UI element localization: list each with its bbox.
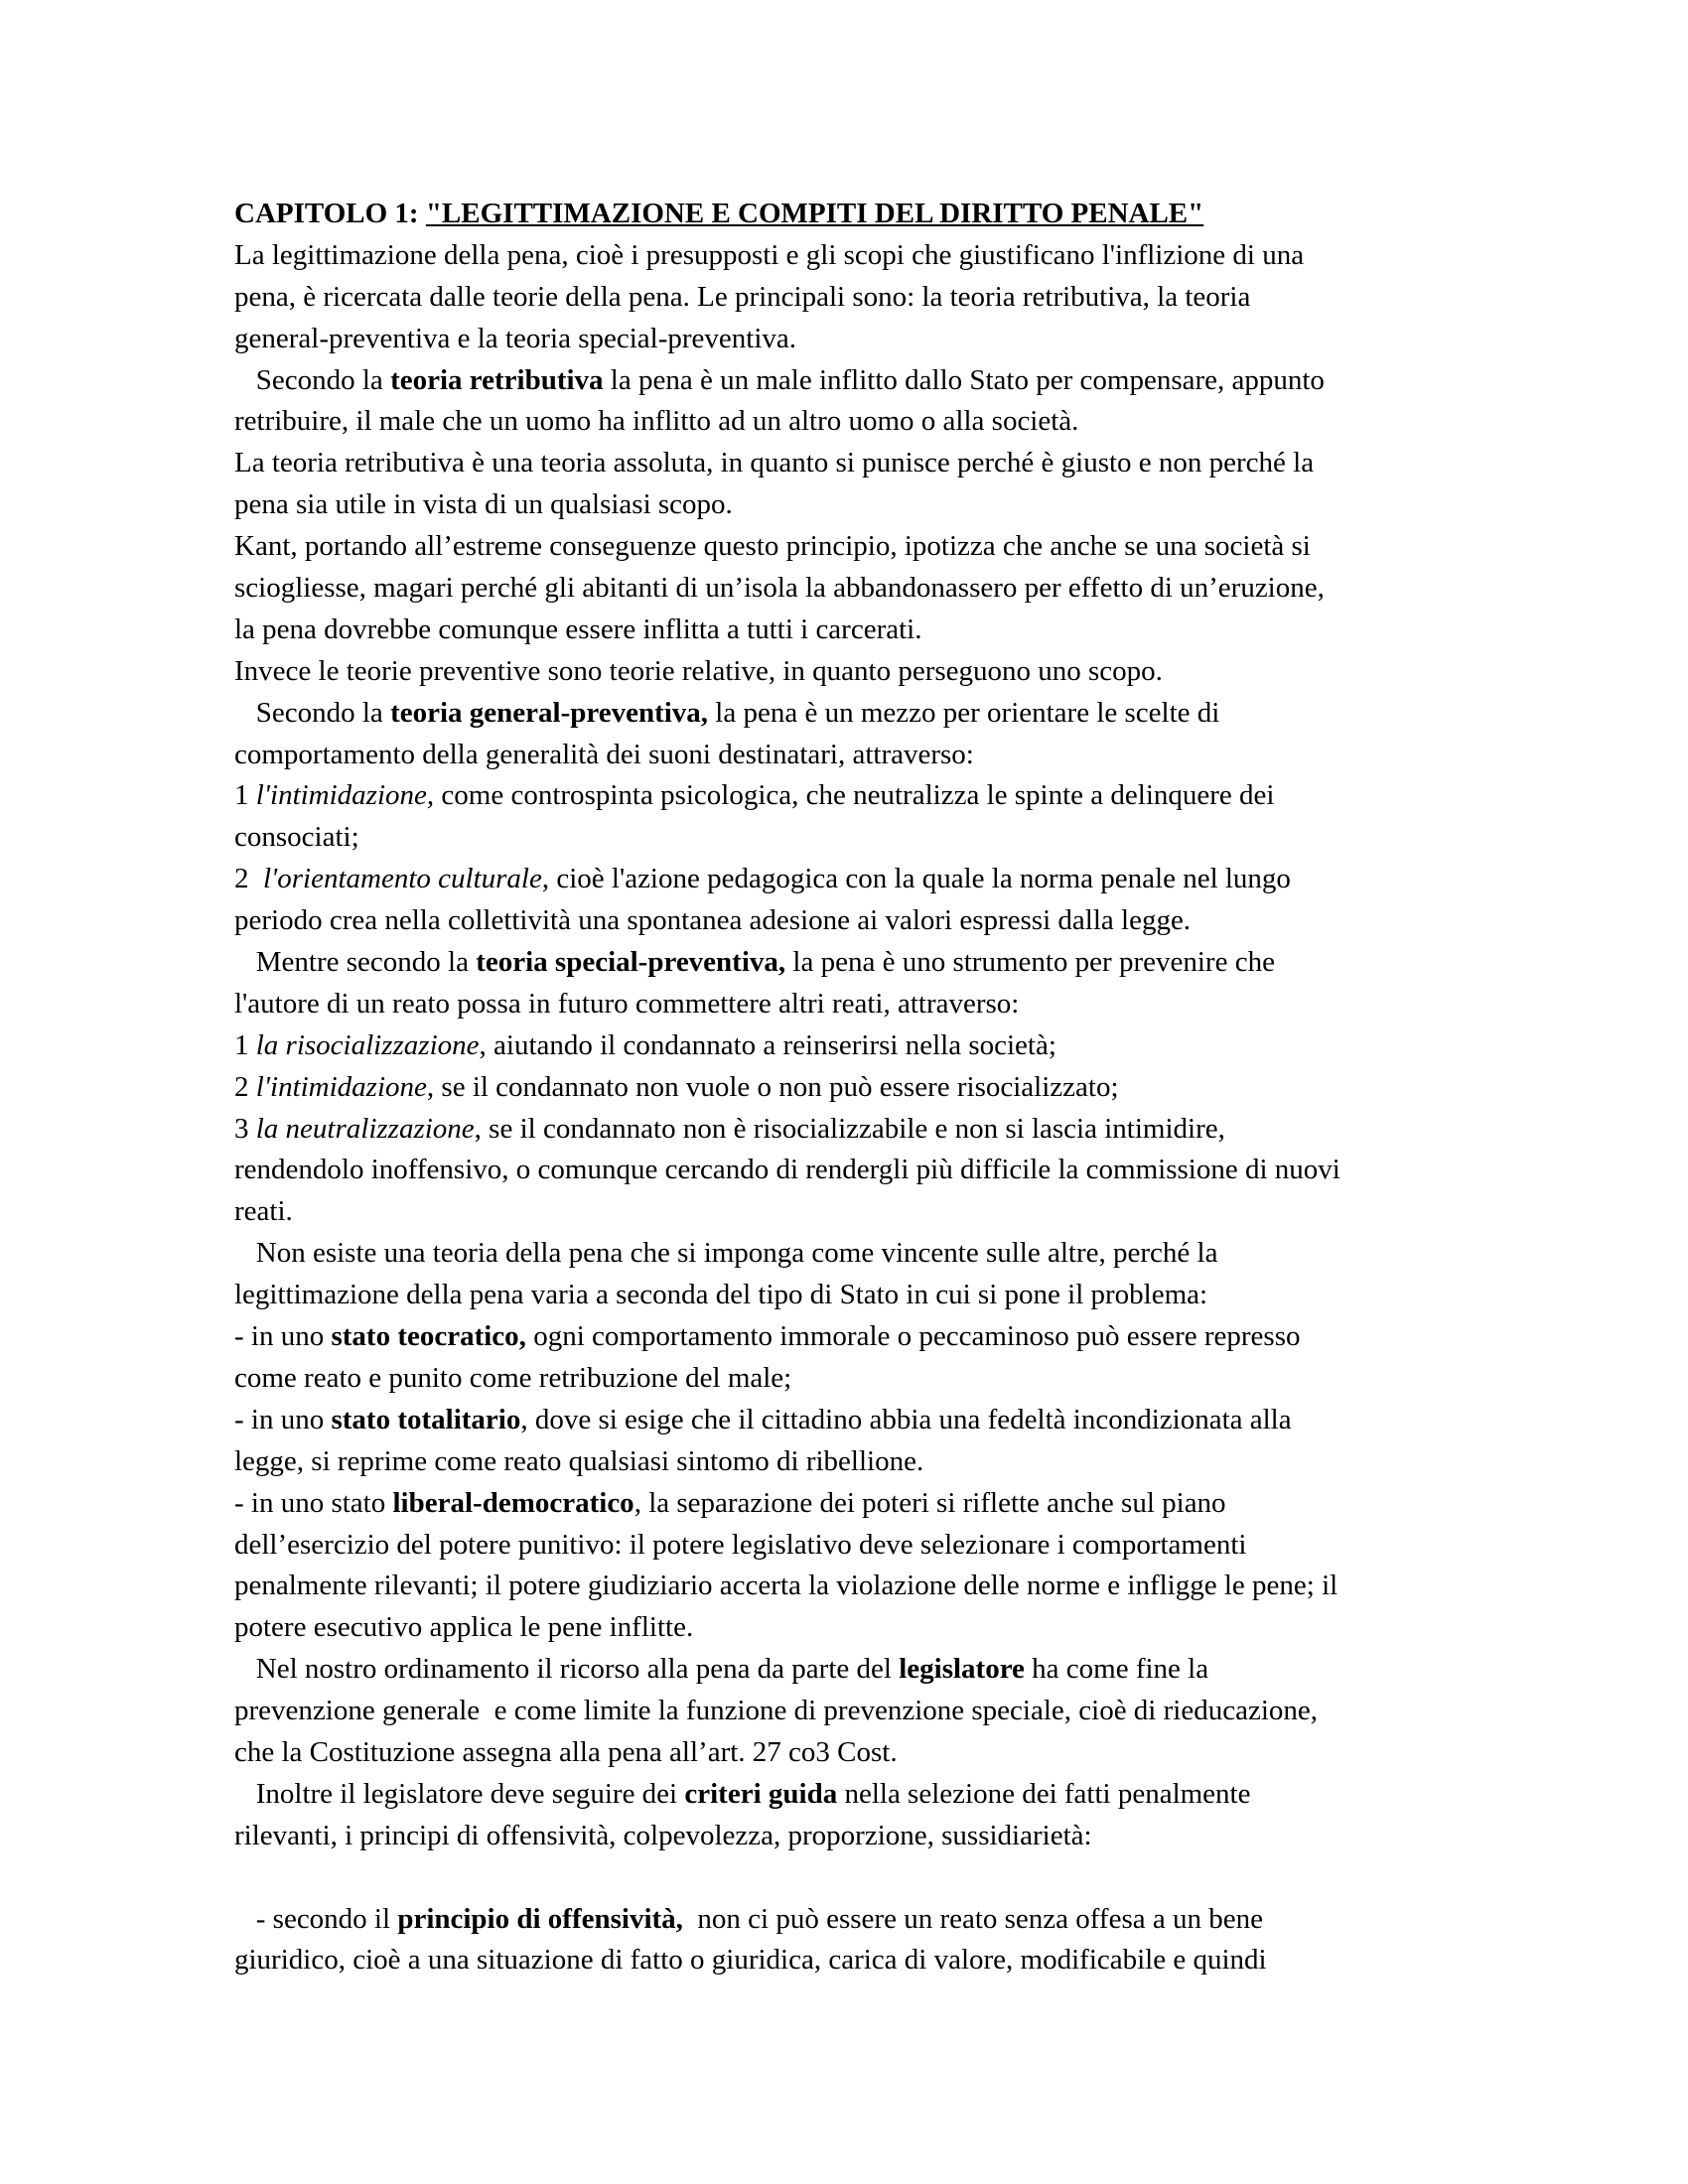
text-line bbox=[234, 1774, 1476, 1816]
text-line bbox=[234, 1691, 1476, 1732]
text-run: rilevanti, i principi di offensività, colpevolezza, proporzione, sussidiarietà: bbox=[234, 1819, 1092, 1851]
text-line bbox=[234, 984, 1476, 1025]
italic-term: l'intimidazione bbox=[255, 1070, 427, 1103]
text-run: penalmente rilevanti; il potere giudiziario accerta la violazione delle norme e infligge le pene; il bbox=[234, 1570, 1338, 1602]
text-run: che la Costituzione assegna alla pena all’art. 27 co3 Cost. bbox=[234, 1735, 898, 1768]
chapter-title-text: "LEGITTIMAZIONE E COMPITI DEL DIRITTO PENALE" bbox=[425, 198, 1204, 229]
bold-term: teoria general-preventiva, bbox=[390, 696, 709, 729]
text-line bbox=[234, 1732, 1476, 1774]
text-run: la pena è un mezzo per orientare le scelte di bbox=[708, 696, 1220, 729]
text-run: la pena è un male inflitto dallo Stato per compensare, appunto bbox=[603, 363, 1325, 396]
text-line bbox=[234, 1067, 1476, 1109]
text-run: legge, si reprime come reato qualsiasi sintomo di ribellione. bbox=[234, 1444, 924, 1477]
text-run: la pena è uno strumento per prevenire che bbox=[785, 946, 1275, 979]
text-run: non ci può essere un reato senza offesa a un bene bbox=[682, 1902, 1263, 1935]
text-line bbox=[234, 360, 1476, 402]
text-line bbox=[234, 401, 1476, 443]
italic-term: la risocializzazione bbox=[255, 1028, 480, 1061]
text-run: nella selezione dei fatti penalmente bbox=[837, 1777, 1251, 1810]
text-run: pena sia utile in vista di un qualsiasi scopo. bbox=[234, 488, 733, 521]
text-line bbox=[234, 1940, 1476, 1981]
text-line bbox=[234, 526, 1476, 568]
text-run: pena, è ricercata dalle teorie della pena. Le principali sono: la teoria retributiva, la teoria bbox=[234, 280, 1251, 313]
text-run: come reato e punito come retribuzione del male; bbox=[234, 1361, 792, 1394]
bold-term: principio di offensività, bbox=[397, 1902, 683, 1935]
text-run: Secondo la bbox=[234, 363, 391, 396]
text-line bbox=[234, 1816, 1476, 1857]
text-run: reati. bbox=[234, 1195, 293, 1228]
text-run: - in uno stato bbox=[234, 1486, 393, 1519]
italic-term: l'orientamento culturale bbox=[263, 863, 542, 895]
text-line bbox=[234, 1275, 1476, 1316]
text-line bbox=[234, 859, 1476, 900]
text-line bbox=[234, 235, 1476, 277]
text-run: consociati; bbox=[234, 821, 359, 854]
bold-term: liberal-democratico bbox=[392, 1486, 634, 1519]
text-run: sciogliesse, magari perché gli abitanti di un’isola la abbandonassero per effetto di un’eruzione, bbox=[234, 572, 1325, 605]
text-line bbox=[234, 693, 1476, 735]
text-run: Kant, portando all’estreme conseguenze questo principio, ipotizza che anche se una società si bbox=[234, 530, 1311, 563]
text-line bbox=[234, 1525, 1476, 1567]
text-run: , cioè l'azione pedagogica con la quale la norma penale nel lungo bbox=[541, 863, 1291, 895]
text-run: 2 bbox=[234, 863, 263, 895]
text-line bbox=[234, 610, 1476, 651]
text-line bbox=[234, 1109, 1476, 1151]
text-line bbox=[234, 1358, 1476, 1400]
text-run: retribuire, il male che un uomo ha inflitto ad un altro uomo o alla società. bbox=[234, 405, 1079, 438]
text-line bbox=[234, 1649, 1476, 1691]
italic-term: la neutralizzazione bbox=[255, 1112, 475, 1145]
text-line bbox=[234, 1566, 1476, 1607]
text-run: giuridico, cioè a una situazione di fatto o giuridica, carica di valore, modificabile e quindi bbox=[234, 1944, 1267, 1977]
bold-term: stato teocratico, bbox=[331, 1320, 526, 1353]
text-line bbox=[234, 651, 1476, 693]
bold-term: criteri guida bbox=[684, 1777, 838, 1810]
text-line bbox=[234, 1441, 1476, 1483]
text-line bbox=[234, 900, 1476, 942]
text-run: Mentre secondo la bbox=[234, 946, 477, 979]
text-run: - in uno bbox=[234, 1320, 332, 1353]
text-line bbox=[234, 484, 1476, 526]
text-run: 2 bbox=[234, 1070, 256, 1103]
text-run: general-preventiva e la teoria special-preventiva. bbox=[234, 322, 796, 354]
text-line bbox=[234, 1150, 1476, 1191]
text-line bbox=[234, 1483, 1476, 1525]
text-run: , dove si esige che il cittadino abbia una fedeltà incondizionata alla bbox=[520, 1403, 1292, 1435]
text-line bbox=[234, 1607, 1476, 1649]
text-line bbox=[234, 568, 1476, 610]
text-run: comportamento della generalità dei suoni destinatari, attraverso: bbox=[234, 738, 974, 770]
text-line bbox=[234, 319, 1476, 360]
text-line bbox=[234, 1400, 1476, 1441]
text-run: , aiutando il condannato a reinserirsi nella società; bbox=[479, 1028, 1056, 1061]
text-run: la pena dovrebbe comunque essere inflitta a tutti i carcerati. bbox=[234, 613, 922, 645]
text-line bbox=[234, 1025, 1476, 1067]
text-run: prevenzione generale e come limite la funzione di prevenzione speciale, cioè di rieducazione, bbox=[234, 1695, 1318, 1727]
text-run: Inoltre il legislatore deve seguire dei bbox=[234, 1777, 685, 1810]
text-run: rendendolo inoffensivo, o comunque cercando di rendergli più difficile la commissione di nuovi bbox=[234, 1154, 1340, 1186]
text-run: - secondo il bbox=[234, 1902, 398, 1935]
document-page bbox=[234, 194, 1476, 1981]
text-run: ogni comportamento immorale o peccaminoso può essere represso bbox=[525, 1320, 1301, 1353]
text-run: 1 bbox=[234, 779, 256, 812]
bold-term: teoria retributiva bbox=[390, 363, 604, 396]
body-text bbox=[234, 235, 1476, 1981]
text-run: , se il condannato non vuole o non può essere risocializzato; bbox=[426, 1070, 1119, 1103]
chapter-title bbox=[234, 194, 1476, 235]
bold-term: teoria special-preventiva, bbox=[476, 946, 786, 979]
italic-term: l'intimidazione bbox=[255, 779, 427, 812]
text-run: Secondo la bbox=[234, 696, 391, 729]
text-run: 1 bbox=[234, 1028, 256, 1061]
text-run: dell’esercizio del potere punitivo: il potere legislativo deve selezionare i comportamenti bbox=[234, 1528, 1247, 1561]
text-line bbox=[234, 443, 1476, 484]
text-line bbox=[234, 277, 1476, 319]
text-run: Invece le teorie preventive sono teorie relative, in quanto perseguono uno scopo. bbox=[234, 654, 1163, 687]
text-line bbox=[234, 817, 1476, 859]
text-line bbox=[234, 775, 1476, 817]
text-run: La legittimazione della pena, cioè i presupposti e gli scopi che giustificano l'inflizione di una bbox=[234, 238, 1305, 271]
text-run: periodo crea nella collettività una spontanea adesione ai valori espressi dalla legge. bbox=[234, 904, 1192, 937]
text-line bbox=[234, 735, 1476, 776]
text-run: Nel nostro ordinamento il ricorso alla pena da parte del bbox=[234, 1653, 900, 1686]
text-line bbox=[234, 1191, 1476, 1233]
text-run: Non esiste una teoria della pena che si imponga come vincente sulle altre, perché la bbox=[234, 1237, 1218, 1270]
text-run: , come controspinta psicologica, che neutralizza le spinte a delinquere dei bbox=[426, 779, 1275, 812]
text-line bbox=[234, 1233, 1476, 1275]
text-run: La teoria retributiva è una teoria assoluta, in quanto si punisce perché è giusto e non perché la bbox=[234, 447, 1315, 479]
text-line bbox=[234, 942, 1476, 984]
bold-term: legislatore bbox=[899, 1653, 1025, 1686]
text-run: , se il condannato non è risocializzabile e non si lascia intimidire, bbox=[474, 1112, 1225, 1145]
text-line bbox=[234, 1316, 1476, 1358]
text-run: ha come fine la bbox=[1024, 1653, 1209, 1686]
text-run: potere esecutivo applica le pene inflitte. bbox=[234, 1611, 694, 1644]
text-run: - in uno bbox=[234, 1403, 332, 1435]
blank-line bbox=[234, 1857, 1476, 1899]
text-run: legittimazione della pena varia a seconda del tipo di Stato in cui si pone il problema: bbox=[234, 1279, 1208, 1311]
text-line bbox=[234, 1899, 1476, 1941]
bold-term: stato totalitario bbox=[331, 1403, 521, 1435]
chapter-title-prefix: CAPITOLO 1: bbox=[234, 198, 426, 229]
text-run: , la separazione dei poteri si riflette anche sul piano bbox=[633, 1486, 1226, 1519]
text-run: l'autore di un reato possa in futuro commettere altri reati, attraverso: bbox=[234, 987, 1020, 1020]
text-run: 3 bbox=[234, 1112, 256, 1145]
